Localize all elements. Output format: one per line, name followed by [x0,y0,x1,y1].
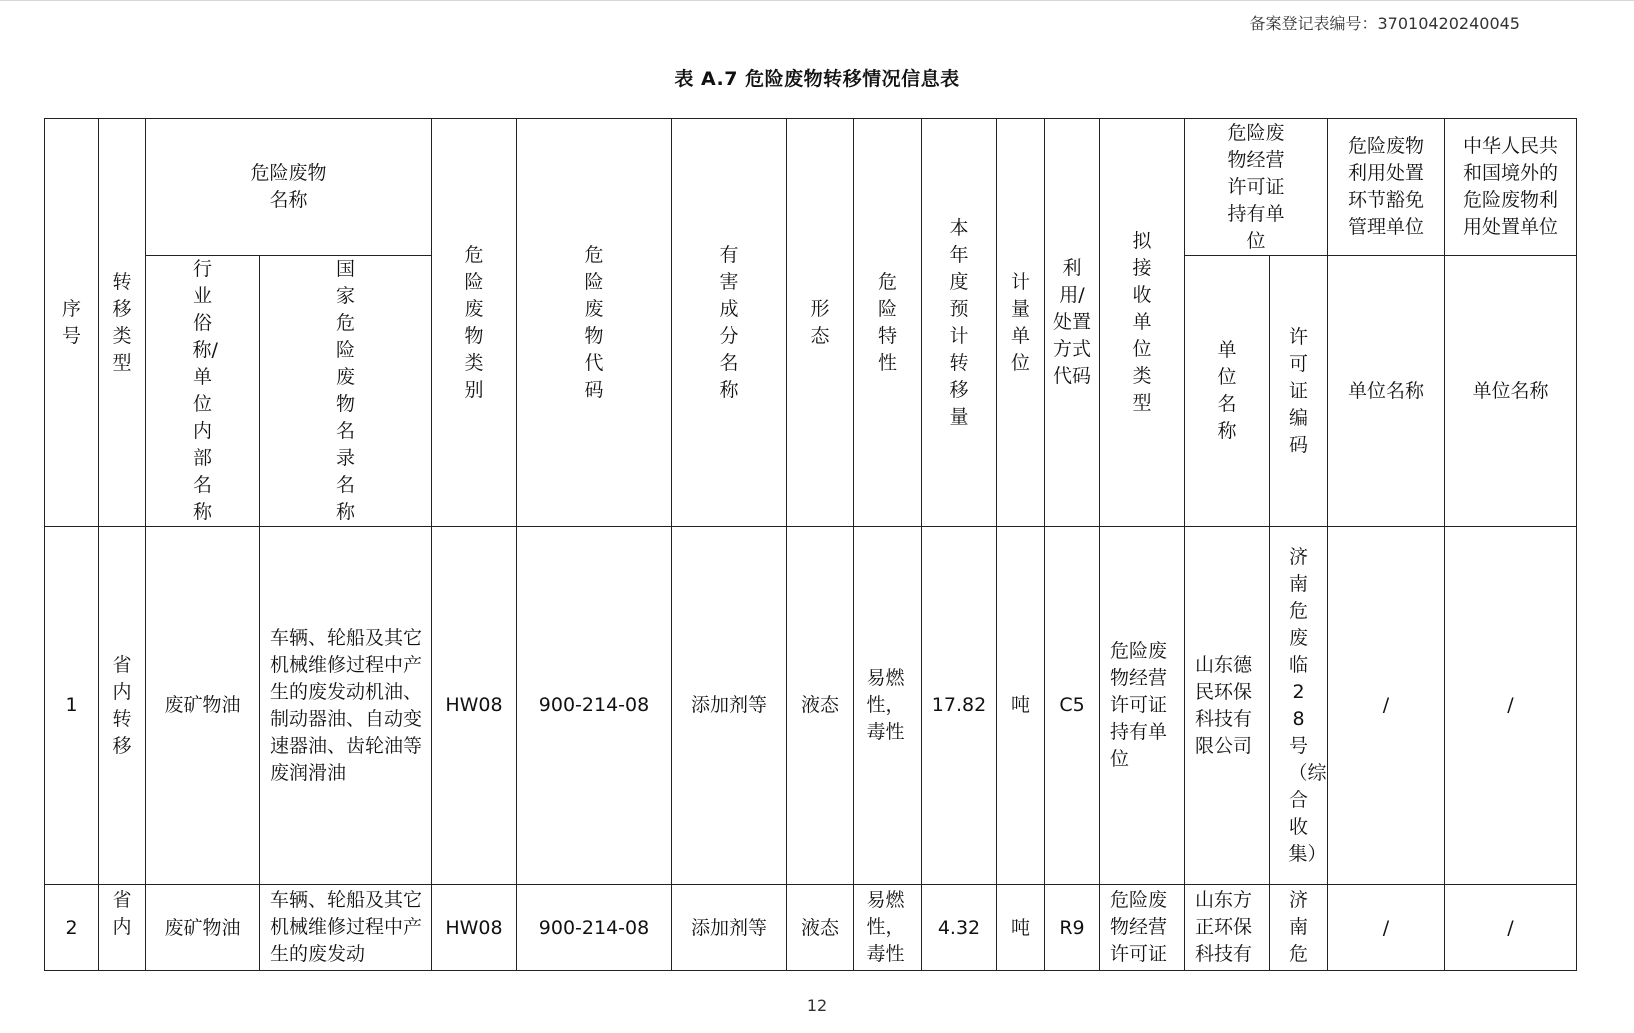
cell-harmful: 添加剂等 [672,527,787,885]
cell-property: 易燃性，毒性 [854,527,922,885]
cell-receiver-type: 危险废物经营许可证持有单位 [1100,527,1185,885]
cell-amount: 17.82 [922,527,997,885]
cell-form: 液态 [787,527,854,885]
header-unit-name: 单位名称 [1185,256,1270,527]
cell-exempt-unit: / [1328,885,1445,971]
cell-seq: 1 [45,527,99,885]
header-transfer-type: 转移类型 [99,119,146,527]
header-industry-name: 行业俗称/单位内部名称 [146,256,260,527]
cell-receiver-type: 危险废物经营许可证 [1100,885,1185,971]
cell-license-code: 济南危废临28号（综合收集） [1270,527,1328,885]
header-form: 形态 [787,119,854,527]
header-exempt-unit-name: 单位名称 [1328,256,1445,527]
cell-transfer-type: 省内 [99,885,146,971]
table-title: 表 A.7 危险废物转移情况信息表 [674,68,960,90]
page-number: 12 [806,996,828,1015]
cell-category: HW08 [432,527,517,885]
cell-amount: 4.32 [922,885,997,971]
cell-harmful: 添加剂等 [672,885,787,971]
header-row-1 [45,119,1577,256]
cell-unit: 吨 [997,885,1045,971]
cell-national-name: 车辆、轮船及其它机械维修过程中产生的废发动机油、制动器油、自动变速器油、齿轮油等废润滑油 [260,527,432,885]
cell-property: 易燃性，毒性 [854,885,922,971]
header-license-holder: 危险废物经营许可证持有单位 [1185,119,1328,256]
cell-unit-name: 山东德民环保科技有限公司 [1185,527,1270,885]
cell-industry-name: 废矿物油 [146,885,260,971]
cell-seq: 2 [45,885,99,971]
cell-industry-name: 废矿物油 [146,527,260,885]
header-property: 危险特性 [854,119,922,527]
cell-foreign-unit: / [1445,885,1577,971]
cell-form: 液态 [787,885,854,971]
cell-unit: 吨 [997,527,1045,885]
cell-transfer-type: 省内转移 [99,527,146,885]
header-amount: 本年度预计转移量 [922,119,997,527]
header-receiver-type: 拟接收单位类型 [1100,119,1185,527]
hazardous-waste-transfer-table [44,118,1577,971]
cell-category: HW08 [432,885,517,971]
cell-disposal: C5 [1045,527,1100,885]
header-foreign: 中华人民共和国境外的危险废物利用处置单位 [1445,119,1577,256]
registration-number: 备案登记表编号：37010420240045 [1249,14,1520,33]
cell-license-code: 济南危 [1270,885,1328,971]
header-foreign-unit-name: 单位名称 [1445,256,1577,527]
header-waste-name: 危险废物名称 [146,119,432,256]
cell-disposal: R9 [1045,885,1100,971]
header-seq: 序号 [45,119,99,527]
header-code: 危险废物代码 [517,119,672,527]
header-harmful: 有害成分名称 [672,119,787,527]
header-category: 危险废物类别 [432,119,517,527]
cell-code: 900-214-08 [517,527,672,885]
header-unit: 计量单位 [997,119,1045,527]
table-row [45,527,1577,885]
header-national-name: 国家危险废物名录名称 [260,256,432,527]
table-row [45,885,1577,971]
cell-foreign-unit: / [1445,527,1577,885]
header-license-code: 许可证编码 [1270,256,1328,527]
top-rule [0,0,1634,1]
cell-code: 900-214-08 [517,885,672,971]
cell-unit-name: 山东方正环保科技有 [1185,885,1270,971]
header-exempt: 危险废物利用处置环节豁免管理单位 [1328,119,1445,256]
cell-national-name: 车辆、轮船及其它机械维修过程中产生的废发动 [260,885,432,971]
header-disposal: 利用/处置方式代码 [1045,119,1100,527]
cell-exempt-unit: / [1328,527,1445,885]
